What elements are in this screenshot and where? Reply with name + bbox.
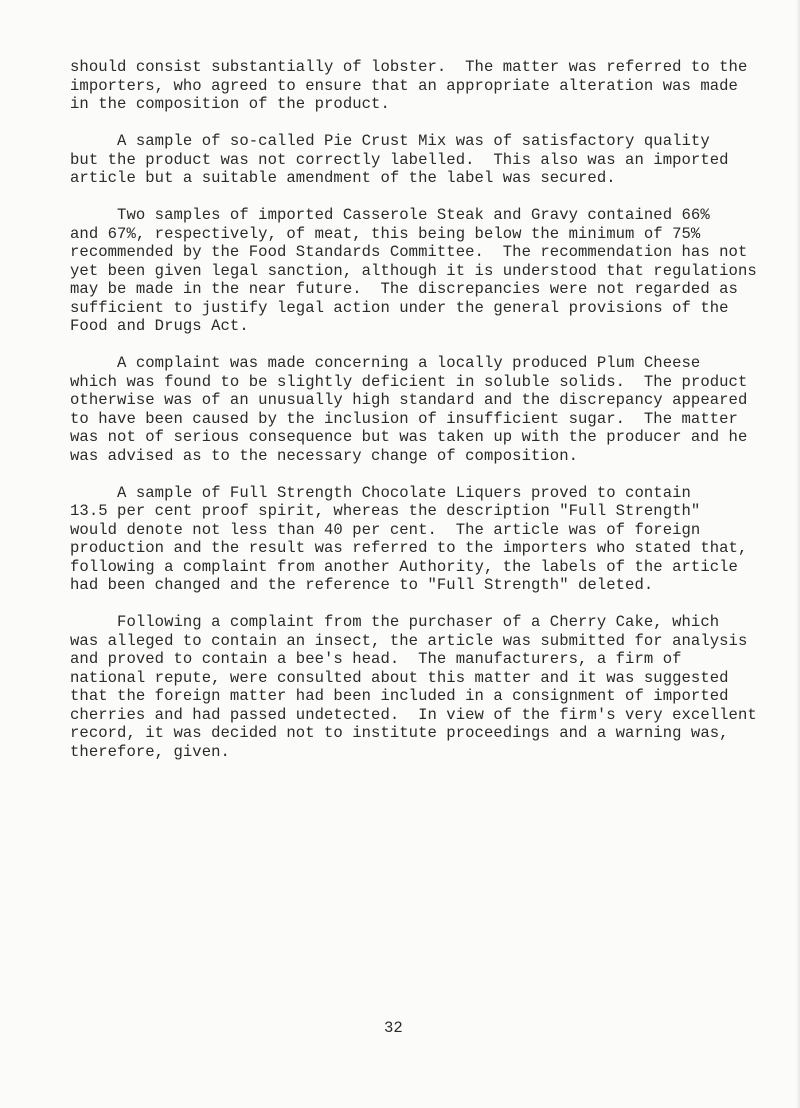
paragraph-lobster-continuation: should consist substantially of lobster. The matter was referred to the importers, who agreed to ensure that an appropriate alteration was made in the composition of the product. [70, 58, 748, 113]
paragraph-casserole-steak: Two samples of imported Casserole Steak and Gravy contained 66% and 67%, respectively, of meat, this being below the minimum of 75% recommended by the Food Standards Committee. The recommendation has not yet been given legal sanction, although it is understood that regulations may be made in the near future. The discrepancies were not regarded as sufficient to justify legal action under the general provisions of the Food and Drugs Act. [70, 206, 757, 335]
page-edge-shadow [796, 0, 800, 1108]
page-number: 32 [384, 1019, 403, 1037]
paragraph-chocolate-liquers: A sample of Full Strength Chocolate Liquers proved to contain 13.5 per cent proof spirit, whereas the description "Full Strength" would denote not less than 40 per cent. The article was of foreign production and the result was referred to the importers who stated that, following a complaint from another Authority, the labels of the article had been changed and the reference to "Full Strength" deleted. [70, 483, 748, 594]
paragraph-plum-cheese: A complaint was made concerning a locally produced Plum Cheese which was found to be slightly deficient in soluble solids. The product otherwise was of an unusually high standard and the discrepancy appeared to have been caused by the inclusion of insufficient sugar. The matter was not of serious consequence but was taken up with the producer and he was advised as to the necessary change of composition. [70, 354, 748, 465]
paragraph-cherry-cake: Following a complaint from the purchaser of a Cherry Cake, which was alleged to contain an insect, the article was submitted for analysis and proved to contain a bee's head. The manufacturers, a firm of national repute, were consulted about this matter and it was suggested that the foreign matter had been included in a consignment of imported cherries and had passed undetected. In view of the firm's very excellent record, it was decided not to institute proceedings and a warning was, therefore, given. [70, 613, 757, 761]
body-text [70, 58, 795, 780]
paragraph-pie-crust-mix: A sample of so-called Pie Crust Mix was of satisfactory quality but the product was not correctly labelled. This also was an imported article but a suitable amendment of the label was secured. [70, 132, 729, 187]
